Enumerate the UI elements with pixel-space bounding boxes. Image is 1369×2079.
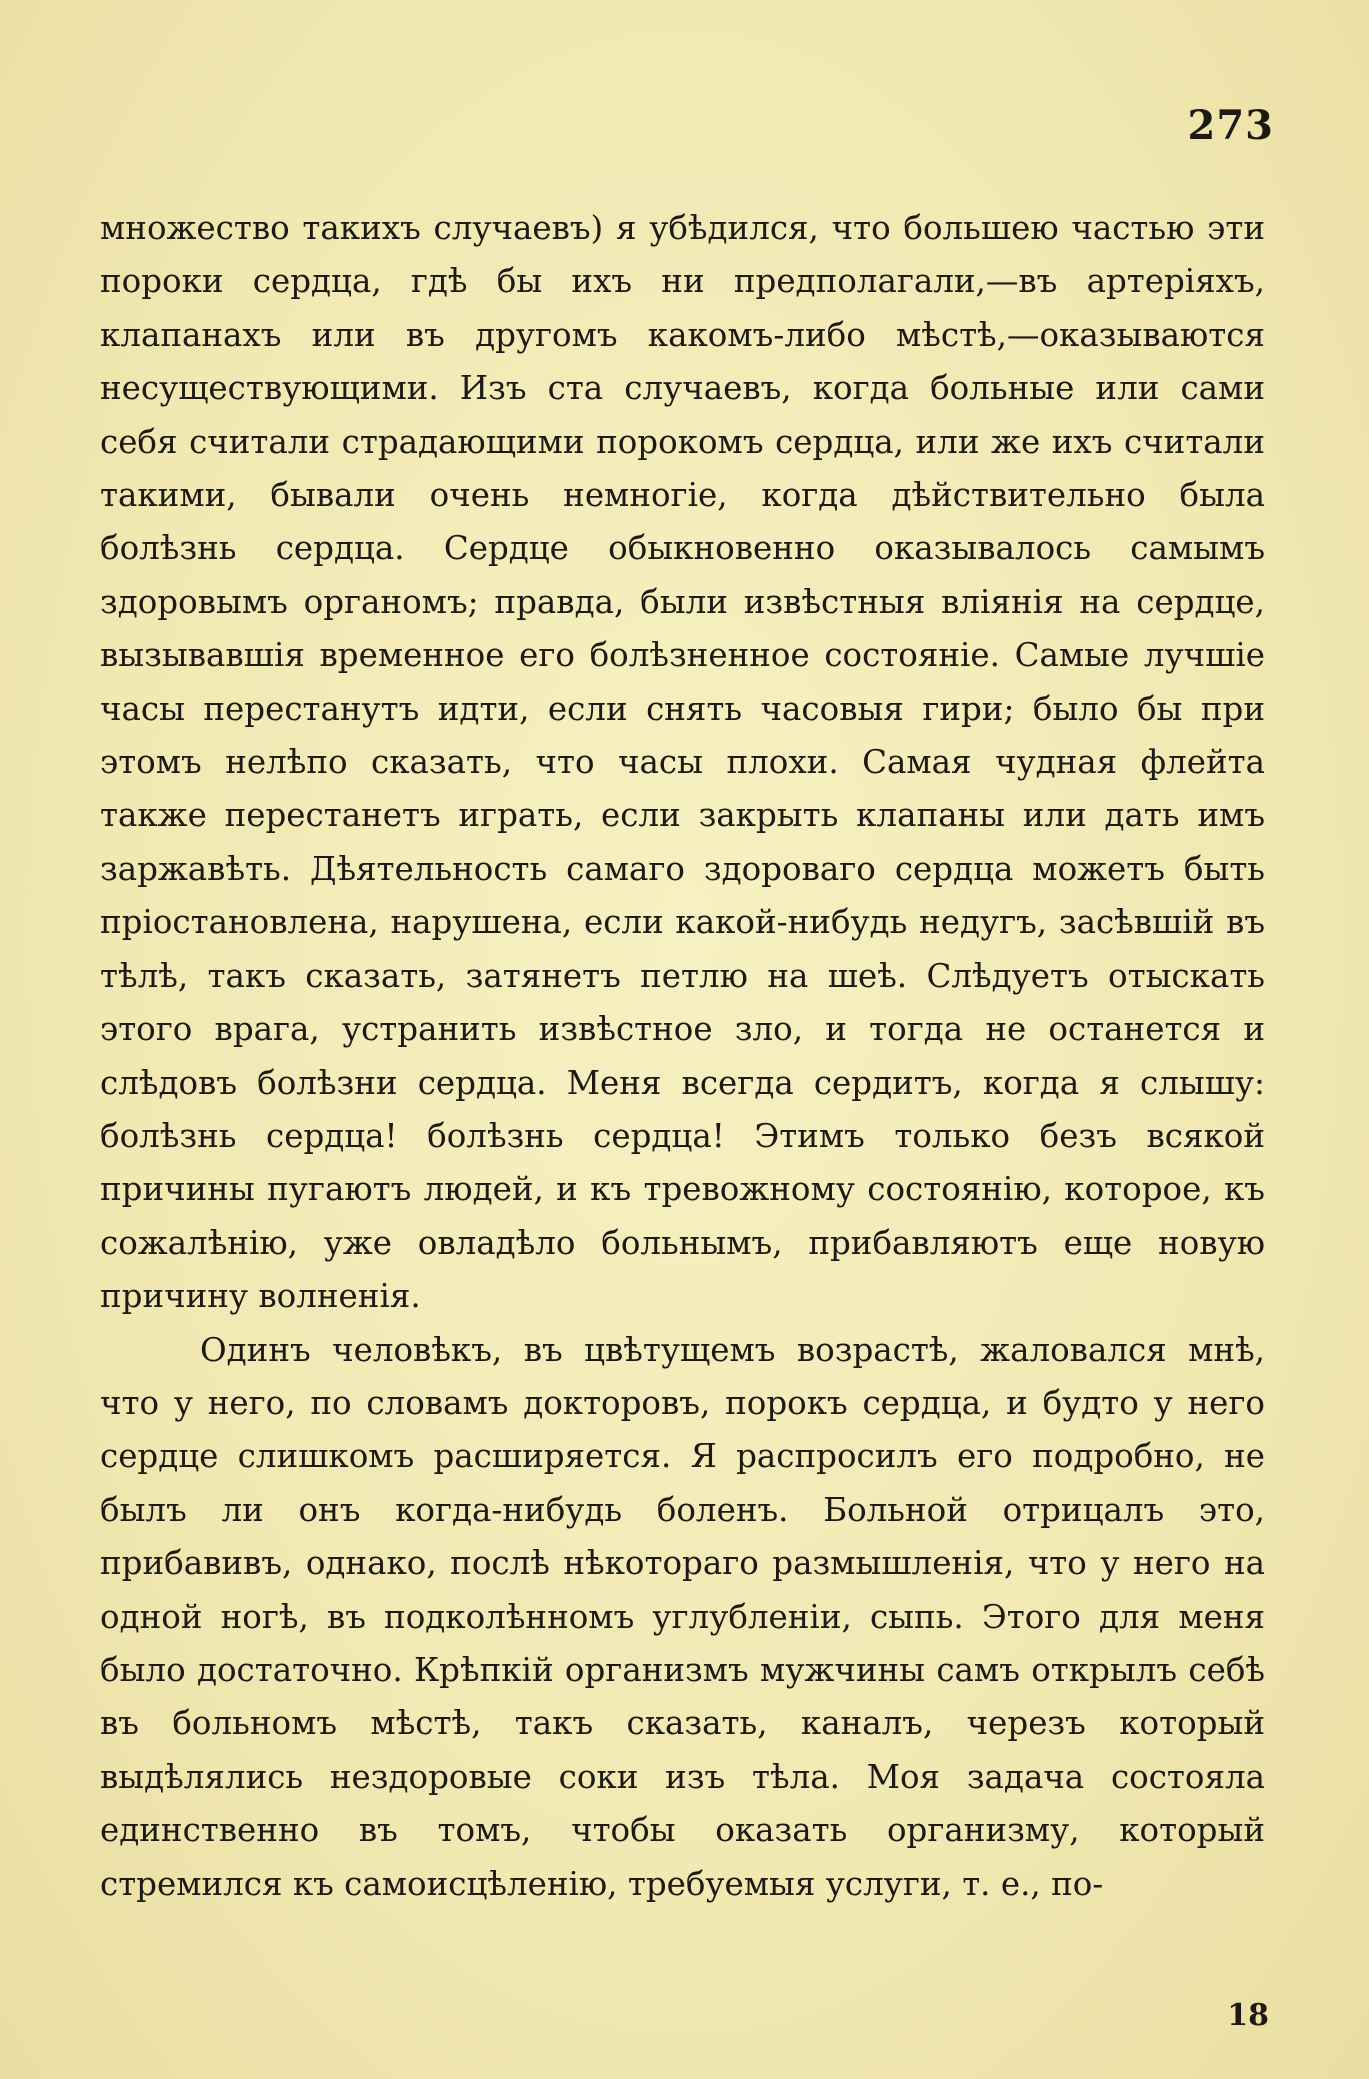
body-text [100, 202, 1265, 1911]
paragraph: Одинъ человѣкъ, въ цвѣтущемъ возрастѣ, жаловался мнѣ, что у него, по словамъ докторовъ, порокъ сердца, и будто у него сердце слишкомъ расширяется. Я распросилъ его подробно, не былъ ли онъ когда-нибудь боленъ. Больной отрицалъ это, прибавивъ, однако, послѣ нѣкотораго размышленія, что у него на одной ногѣ, въ подколѣнномъ углубленіи, сыпь. Этого для меня было достаточно. Крѣпкій организмъ мужчины самъ открылъ себѣ въ больномъ мѣстѣ, такъ сказать, каналъ, черезъ который выдѣлялись нездоровые соки изъ тѣла. Моя задача состояла единственно въ томъ, чтобы оказать организму, который стремился къ самоисцѣленію, требуемыя услуги, т. е., по- [100, 1330, 1265, 1903]
printer-signature-mark: 18 [1227, 1998, 1269, 2033]
page-number: 273 [1187, 102, 1274, 149]
paragraph: множество такихъ случаевъ) я убѣдился, что большею частью эти пороки сердца, гдѣ бы ихъ ни предполагали,—въ артеріяхъ, клапанахъ или въ другомъ какомъ-либо мѣстѣ,—оказываются несуществующими. Изъ ста случаевъ, когда больные или сами себя считали страдающими порокомъ сердца, или же ихъ считали такими, бывали очень немногіе, когда дѣйствительно была болѣзнь сердца. Сердце обыкновенно оказывалось самымъ здоровымъ органомъ; правда, были извѣстныя вліянія на сердце, вызывавшія временное его болѣзненное состояніе. Самые лучшіе часы перестанутъ идти, если снять часовыя гири; было бы при этомъ нелѣпо сказать, что часы плохи. Самая чудная флейта также перестанетъ играть, если закрыть клапаны или дать имъ заржавѣть. Дѣятельность самаго здороваго сердца можетъ быть пріостановлена, нарушена, если какой-нибудь недугъ, засѣвшій въ тѣлѣ, такъ сказать, затянетъ петлю на шеѣ. Слѣдуетъ отыскать этого врага, устранить извѣстное зло, и тогда не останется и слѣдовъ болѣзни сердца. Меня всегда сердитъ, когда я слышу: болѣзнь сердца! болѣзнь сердца! Этимъ только безъ всякой причины пугаютъ людей, и къ тревожному состоянію, которое, къ сожалѣнію, уже овладѣло больнымъ, прибавляютъ еще новую причину волненія. [100, 209, 1265, 1316]
